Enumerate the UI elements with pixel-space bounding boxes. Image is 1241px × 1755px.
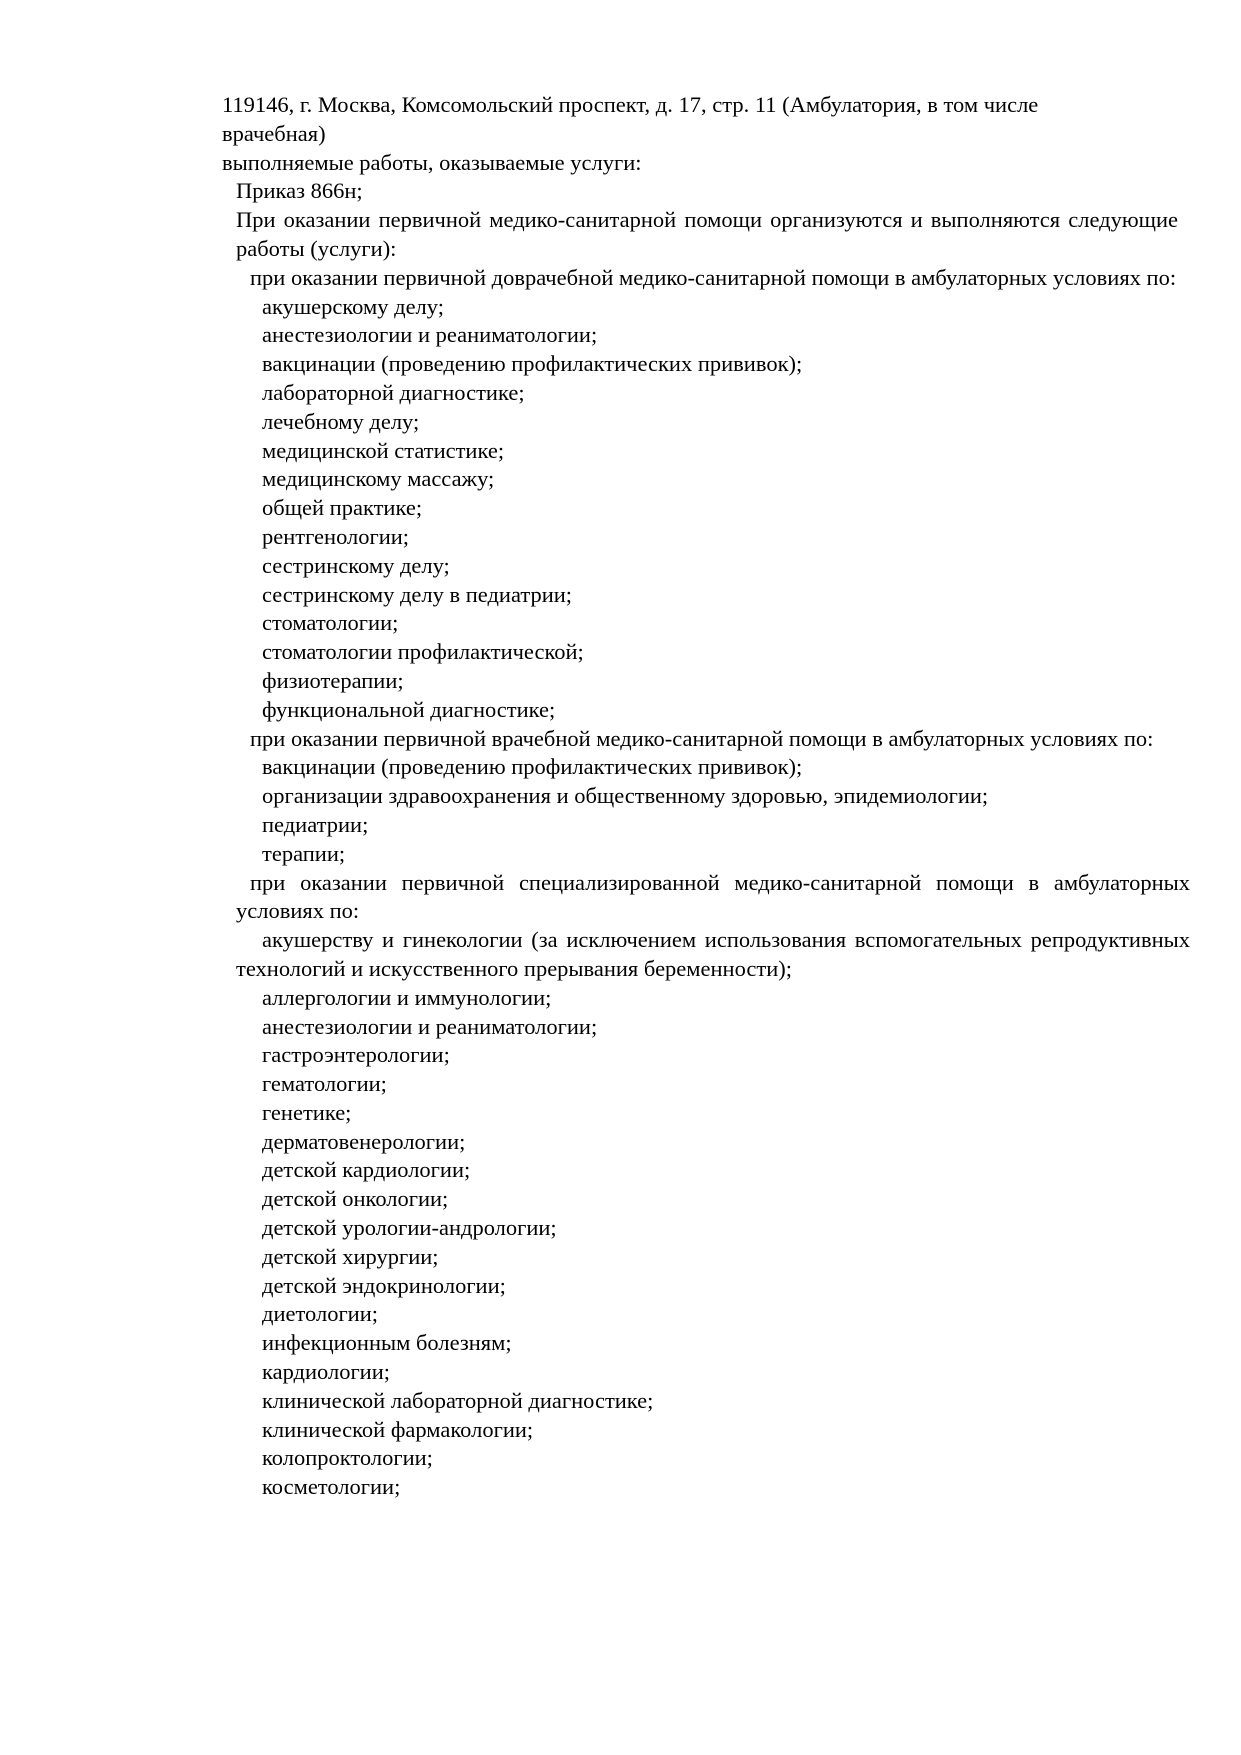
list-item: клинической фармакологии; [262, 1416, 534, 1442]
list-item: детской хирургии; [262, 1243, 439, 1269]
list-item: кардиологии; [262, 1359, 391, 1385]
list-item: сестринскому делу; [262, 552, 450, 578]
document-body [222, 91, 1190, 1502]
list-item: аллергологии и иммунологии; [262, 984, 552, 1010]
list-item: общей практике; [262, 495, 423, 521]
list-item: клинической лабораторной диагностике; [262, 1387, 654, 1413]
works-label: выполняемые работы, оказываемые услуги: [222, 149, 642, 175]
list-item: педиатрии; [262, 811, 369, 837]
list-item: генетике; [262, 1099, 352, 1125]
specialized-first-item: акушерству и гинекологии (за исключением использования вспомогательных репродуктивных технологий и искусственного прерывания беременности); [236, 927, 1190, 981]
list-item: рентгенологии; [262, 523, 410, 549]
section-heading-vrach: при оказании первичной врачебной медико-санитарной помощи в амбулаторных условиях по: [250, 725, 1154, 751]
list-item: детской эндокринологии; [262, 1272, 506, 1298]
list-item: косметологии; [262, 1474, 401, 1500]
order-reference: Приказ 866н; [236, 178, 363, 204]
list-item: инфекционным болезням; [262, 1330, 512, 1356]
section-list-prevrach [222, 293, 1178, 725]
list-item: анестезиологии и реаниматологии; [262, 322, 598, 348]
list-item: детской кардиологии; [262, 1157, 471, 1183]
section-list-specialized [222, 984, 1178, 1502]
list-item: организации здравоохранения и общественному здоровью, эпидемиологии; [262, 783, 989, 809]
list-item: физиотерапии; [262, 667, 404, 693]
list-item: детской онкологии; [262, 1186, 449, 1212]
section-heading-prevrach: при оказании первичной доврачебной медико-санитарной помощи в амбулаторных условиях по: [250, 264, 1177, 290]
list-item: детской урологии-андрологии; [262, 1215, 557, 1241]
list-item: акушерскому делу; [262, 293, 444, 319]
intro-paragraph: При оказании первичной медико-санитарной помощи организуются и выполняются следующие работы (услуги): [236, 207, 1178, 261]
address-line-1: 119146, г. Москва, Комсомольский проспект, д. 17, стр. 11 (Амбулатория, в том числе [222, 92, 1039, 117]
list-item: функциональной диагностике; [262, 696, 556, 722]
list-item: стоматологии; [262, 610, 399, 636]
list-item: лабораторной диагностике; [262, 379, 525, 405]
list-item: лечебному делу; [262, 408, 420, 434]
address-line-2: врачебная) [222, 120, 326, 146]
list-item: терапии; [262, 840, 346, 866]
list-item: анестезиологии и реаниматологии; [262, 1013, 598, 1039]
list-item: стоматологии профилактической; [262, 639, 584, 665]
list-item: вакцинации (проведению профилактических прививок); [262, 754, 803, 780]
list-item: гематологии; [262, 1071, 387, 1097]
list-item: сестринскому делу в педиатрии; [262, 581, 573, 607]
list-item: дерматовенерологии; [262, 1128, 466, 1154]
list-item: медицинскому массажу; [262, 466, 495, 492]
list-item: гастроэнтерологии; [262, 1042, 450, 1068]
section-heading-specialized: при оказании первичной специализированной медико-санитарной помощи в амбулаторных условиях по: [236, 869, 1190, 924]
list-item: колопроктологии; [262, 1445, 433, 1471]
list-item: вакцинации (проведению профилактических прививок); [262, 351, 803, 377]
list-item: диетологии; [262, 1301, 379, 1327]
list-item: медицинской статистике; [262, 437, 505, 463]
section-list-vrach [222, 753, 1178, 868]
